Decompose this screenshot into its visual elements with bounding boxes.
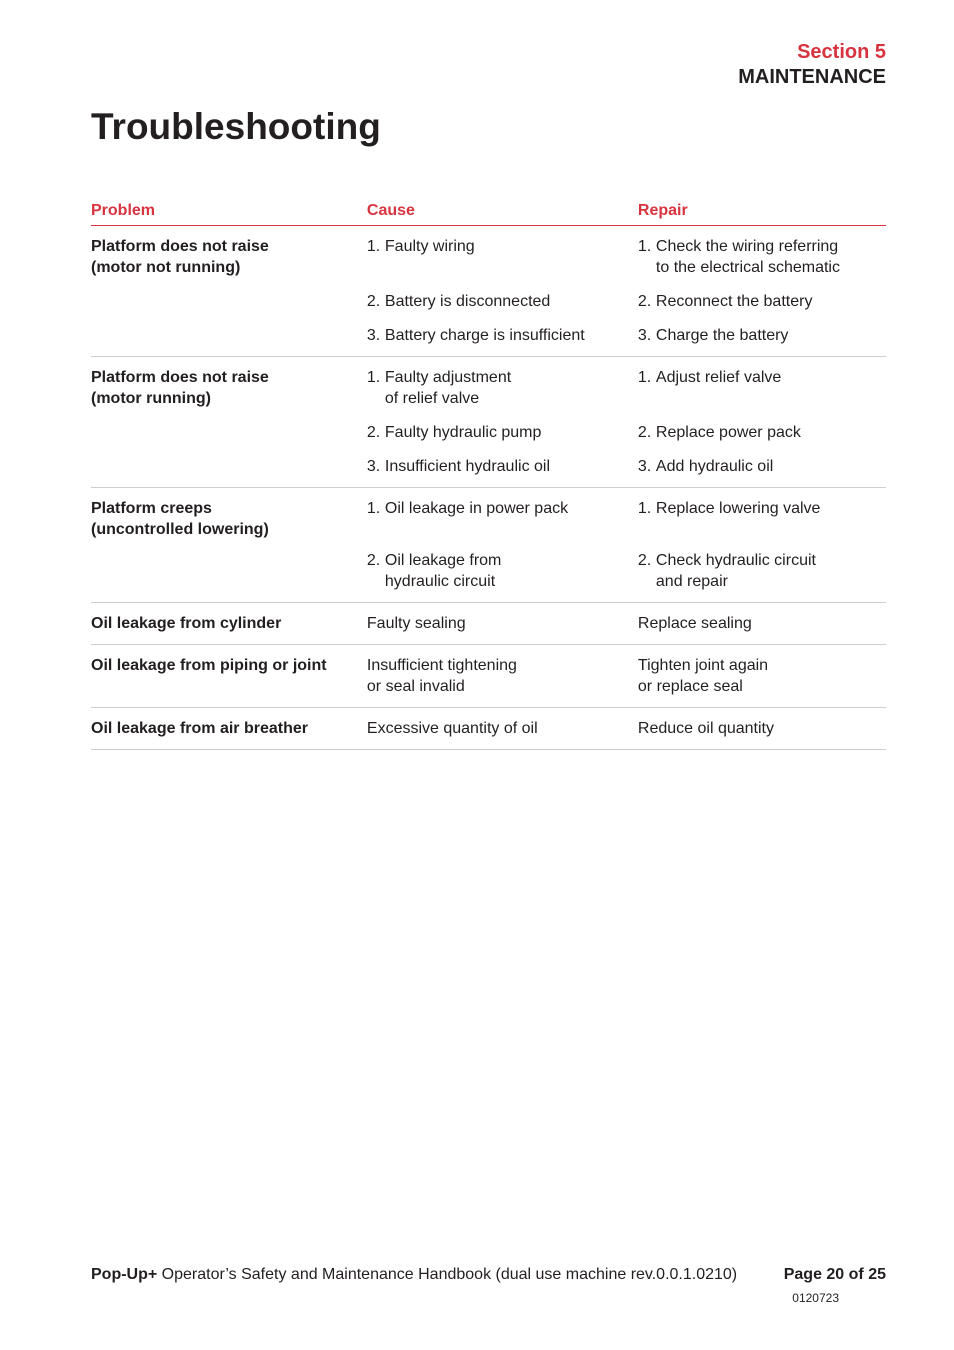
cause-item [367,446,638,480]
repair-text-line: Adjust relief valve [655,369,782,386]
table-row [91,603,886,645]
repair-item [638,488,886,522]
cause-text [385,498,638,519]
problem-text: Platform does not raise [91,369,269,386]
problem-cell [91,357,367,413]
cause-number: 3. [366,458,381,475]
cause-text [385,236,638,257]
table-row [91,446,886,488]
table-row [91,281,886,315]
repair-text [656,422,886,443]
table-row [91,412,886,446]
cause-text [385,325,638,346]
problem-text: Oil leakage from piping or joint [91,657,327,674]
section-header [738,40,886,90]
repair-text-line: or replace seal [637,678,743,695]
repair-text-line: Replace sealing [637,615,752,632]
cause-cell [367,488,638,541]
cause-item [367,540,638,595]
cause-cell [367,226,638,282]
cause-text-line: Battery charge is insufficient [384,327,585,344]
cause-item [367,357,638,412]
problem-text: Platform creeps [91,500,212,517]
cause-item [367,603,638,637]
problem-text: Platform does not raise [91,238,269,255]
repair-text [656,367,886,388]
footer-text: Operator’s Safety and Maintenance Handbook (dual use machine rev.0.0.1.0210) [157,1266,738,1283]
problem-text: Oil leakage from air breather [91,720,308,737]
repair-number: 3. [637,327,652,344]
problem-text: Oil leakage from cylinder [91,615,282,632]
problem-cell [91,281,367,315]
table-row [91,315,886,357]
repair-cell [638,645,886,708]
repair-item [638,446,886,480]
cause-item [367,412,638,446]
repair-text [656,498,886,519]
repair-cell [638,412,886,446]
table-row [91,357,886,413]
repair-number: 2. [637,293,652,310]
cause-text-line: or seal invalid [366,678,465,695]
table-row [91,645,886,708]
cause-text [367,655,638,697]
cause-text-line: Oil leakage in power pack [384,500,569,517]
cause-item [367,708,638,742]
problem-cell [91,446,367,488]
repair-number: 2. [637,424,652,441]
repair-item [638,226,886,281]
cause-text-line: Faulty sealing [366,615,466,632]
cause-cell [367,645,638,708]
problem-cell [91,412,367,446]
cause-cell [367,412,638,446]
cause-text-line: Oil leakage from [384,552,502,569]
repair-cell [638,540,886,603]
cause-text [367,718,638,739]
repair-number: 1. [637,500,652,517]
problem-cell [91,603,367,645]
repair-text-line: Reduce oil quantity [637,720,774,737]
repair-cell [638,357,886,413]
repair-text-line: and repair [655,573,728,590]
repair-text-line: to the electrical schematic [655,259,840,276]
repair-text-line: Add hydraulic oil [655,458,774,475]
cause-cell [367,708,638,750]
table-body [91,226,886,750]
footer-document-title [91,1264,737,1285]
cause-item [367,226,638,260]
cause-number: 2. [366,424,381,441]
problem-text: (motor not running) [91,259,241,276]
repair-text-line: Replace power pack [655,424,801,441]
cause-number: 1. [366,369,381,386]
cause-number: 3. [366,327,381,344]
repair-text [638,613,886,634]
repair-text [656,550,886,592]
cause-cell [367,446,638,488]
cause-text-line: Insufficient hydraulic oil [384,458,551,475]
page-number: Page 20 of 25 [783,1266,886,1283]
repair-cell [638,488,886,541]
repair-text [656,291,886,312]
cause-text [385,456,638,477]
cause-cell [367,540,638,603]
problem-cell [91,540,367,603]
cause-text [385,291,638,312]
repair-text-line: Reconnect the battery [655,293,813,310]
repair-item [638,357,886,391]
repair-item [638,281,886,315]
repair-cell [638,281,886,315]
section-name: MAINTENANCE [738,66,886,88]
cause-text [385,550,638,592]
cause-text-line: hydraulic circuit [384,573,496,590]
cause-text-line: Excessive quantity of oil [366,720,538,737]
table-row [91,540,886,603]
repair-item [638,540,886,595]
cause-cell [367,281,638,315]
repair-number: 3. [637,458,652,475]
repair-text [638,718,886,739]
repair-text [656,325,886,346]
problem-text: (motor running) [91,390,211,407]
repair-text [638,655,886,697]
repair-cell [638,708,886,750]
repair-text-line: Replace lowering valve [655,500,821,517]
cause-item [367,315,638,349]
problem-cell [91,488,367,541]
problem-cell [91,645,367,708]
cause-cell [367,357,638,413]
repair-cell [638,603,886,645]
cause-text-line: Faulty wiring [384,238,475,255]
problem-cell [91,226,367,282]
cause-item [367,645,638,700]
repair-text-line: Check hydraulic circuit [655,552,816,569]
cause-cell [367,603,638,645]
cause-text-line: Battery is disconnected [384,293,551,310]
column-header-repair: Repair [638,198,886,226]
repair-item [638,645,886,700]
repair-item [638,315,886,349]
cause-number: 1. [366,238,381,255]
cause-item [367,488,638,522]
cause-text [385,367,638,409]
cause-number: 2. [366,293,381,310]
problem-text: (uncontrolled lowering) [91,521,269,538]
repair-cell [638,315,886,357]
repair-number: 1. [637,238,652,255]
cause-text [385,422,638,443]
repair-text [656,236,886,278]
cause-text-line: Faulty adjustment [384,369,512,386]
cause-number: 2. [366,552,381,569]
cause-item [367,281,638,315]
table-row [91,226,886,282]
cause-text-line: of relief valve [384,390,480,407]
footer-brand: Pop-Up+ [91,1266,158,1283]
section-number: Section 5 [797,41,886,63]
table-header-row [91,198,886,226]
repair-cell [638,446,886,488]
repair-text-line: Check the wiring referring [655,238,839,255]
repair-text [656,456,886,477]
repair-item [638,603,886,637]
cause-cell [367,315,638,357]
cause-text-line: Faulty hydraulic pump [384,424,542,441]
repair-text-line: Charge the battery [655,327,789,344]
document-code: 0120723 [792,1291,839,1305]
cause-text [367,613,638,634]
repair-text-line: Tighten joint again [637,657,769,674]
table-row [91,708,886,750]
problem-cell [91,708,367,750]
table-row [91,488,886,541]
cause-number: 1. [366,500,381,517]
repair-item [638,708,886,742]
repair-number: 2. [637,552,652,569]
cause-text-line: Insufficient tightening [366,657,517,674]
column-header-problem: Problem [91,198,367,226]
repair-cell [638,226,886,282]
problem-cell [91,315,367,357]
page-title: Troubleshooting [91,106,381,147]
repair-number: 1. [637,369,652,386]
troubleshooting-table [91,198,886,750]
column-header-cause: Cause [367,198,638,226]
repair-item [638,412,886,446]
